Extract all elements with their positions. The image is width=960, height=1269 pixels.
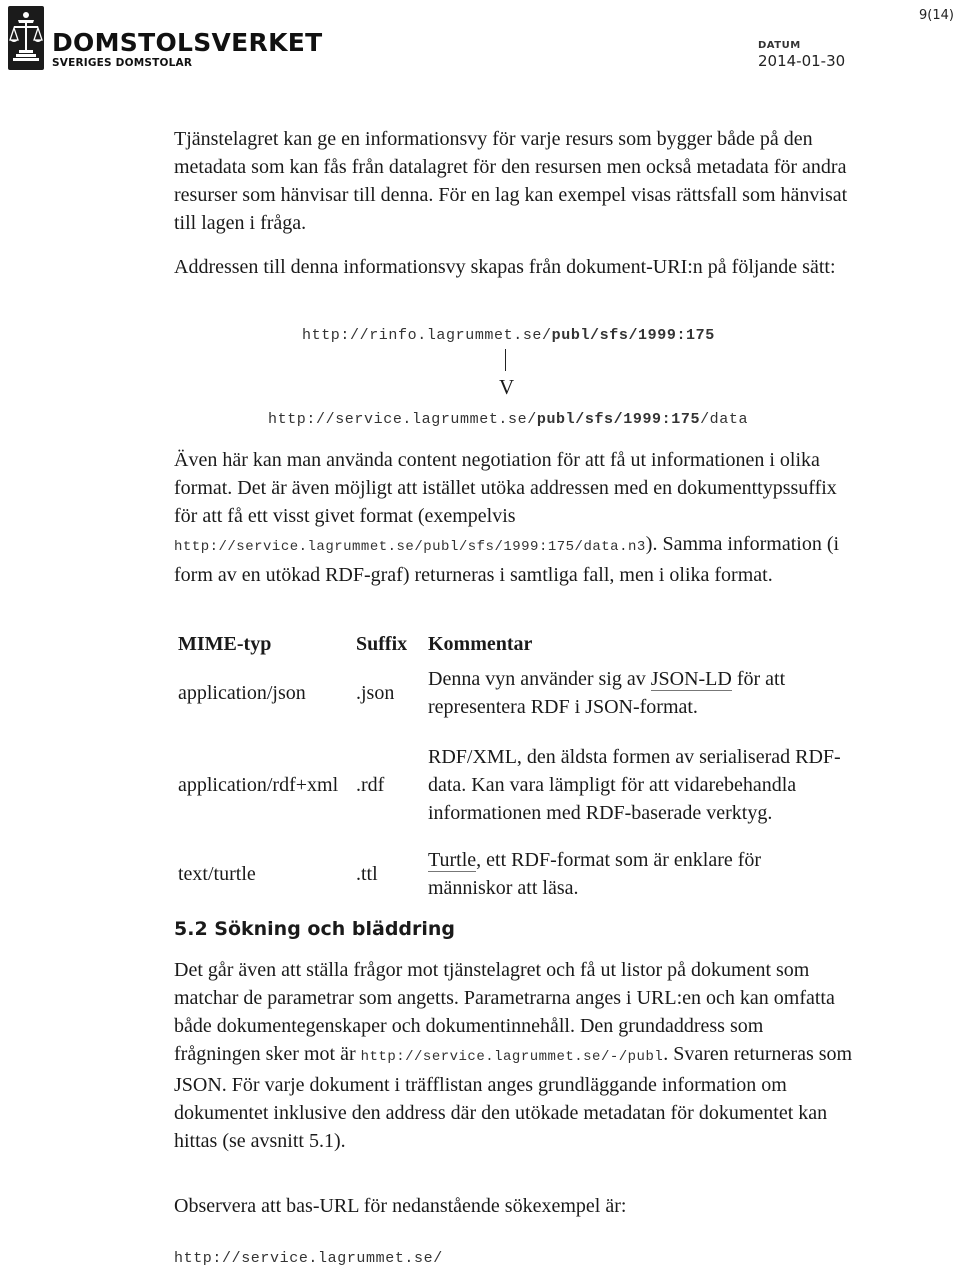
domstolsverket-logo-icon — [8, 6, 44, 70]
suffix-cell: .ttl — [356, 863, 378, 885]
table-header-row — [174, 626, 848, 662]
date-value: 2014-01-30 — [758, 52, 846, 70]
org-subtitle: SVERIGES DOMSTOLAR — [52, 57, 193, 69]
inline-code-url: http://service.lagrummet.se/publ/sfs/1999:175/data.n3 — [174, 539, 646, 555]
inline-code-search-url: http://service.lagrummet.se/-/publ — [360, 1049, 664, 1065]
paragraph-base-url-note: Observera att bas-URL för nedanstående sökexempel är: — [174, 1195, 627, 1217]
url-target — [268, 411, 748, 428]
paragraph-address: Addressen till denna informationsvy skapas från dokument-URI:n på följande sätt: — [174, 256, 836, 278]
url-target-suffix: /data — [700, 411, 749, 428]
url-target-base: http://service.lagrummet.se/ — [268, 411, 537, 428]
brand — [52, 30, 323, 69]
suffix-cell: .rdf — [356, 774, 385, 796]
turtle-link[interactable]: Turtle — [428, 849, 477, 871]
comment-cell: RDF/XML, den äldsta formen av serialiserad RDF-data. Kan vara lämpligt för att vidarebehandla informationen med RDF-baserade verktyg. — [428, 746, 841, 824]
base-url-code: http://service.lagrummet.se/ — [174, 1250, 443, 1267]
section-heading: 5.2 Sökning och bläddring — [174, 918, 456, 940]
arrow-line — [505, 349, 506, 371]
paragraph-info-view: Tjänstelagret kan ge en informationsvy för varje resurs som bygger både på den metadata som kan fås från datalagret för den resursen men också metadata för andra resurser som hänvisar till denna. För en lag kan exempel visas rättsfall som hänvisat till lagen i fråga. — [174, 128, 848, 234]
suffix-cell: .json — [356, 682, 395, 704]
table-row — [174, 724, 848, 846]
paragraph-search: Det går även att ställa frågor mot tjänstelagret och få ut listor på dokument som matchar de parametrar som angetts. Parametrarna anges i URL:en och kan omfatta både dokumentegenskaper och dokumentinnehåll. Den grundaddress som frågningen sker mot är http://service.lagrummet.se/-/publ. Svaren returneras som JSON. För varje dokument i träfflistan anges grundläggande information om dokumentet inklusive den address där den utökade metadatan för dokumentet kan hittas (se avsnitt 5.1). — [174, 959, 853, 1152]
url-source — [302, 327, 715, 344]
header-suffix: Suffix — [356, 632, 408, 655]
mime-cell: text/turtle — [178, 863, 256, 885]
table-row — [174, 662, 848, 724]
header-mime-type: MIME-typ — [178, 632, 272, 655]
mime-cell: application/rdf+xml — [178, 774, 339, 796]
url-target-path: publ/sfs/1999:175 — [536, 411, 701, 428]
date-label: DATUM — [758, 40, 801, 51]
mime-cell: application/json — [178, 682, 306, 704]
url-source-path: publ/sfs/1999:175 — [551, 327, 715, 344]
paragraph-content-negotiation: Även här kan man använda content negotiation för att få ut informationen i olika format. Det är även möjligt att istället utöka addressen med en dokumenttypssuffix för att få ett visst givet format (exempelvis http://service.lagrummet.se/publ/sfs/1999:175/data.n3). Samma information (i form av en utökad RDF-graf) returneras i samtliga fall, men i olika format. — [174, 449, 840, 586]
table-row — [174, 846, 848, 902]
comment-cell: Denna vyn använder sig av JSON-LD för att representera RDF i JSON-format. — [428, 668, 786, 718]
org-name: DOMSTOLSVERKET — [52, 28, 323, 57]
mime-table — [174, 626, 848, 902]
json-ld-link[interactable]: JSON-LD — [650, 668, 732, 690]
arrow-down-icon: V — [499, 375, 515, 399]
page-number: 9(14) — [919, 8, 954, 23]
header-comment: Kommentar — [428, 632, 533, 655]
comment-cell: Turtle, ett RDF-format som är enklare för människor att läsa. — [428, 849, 762, 899]
url-source-base: http://rinfo.lagrummet.se/ — [302, 327, 552, 344]
